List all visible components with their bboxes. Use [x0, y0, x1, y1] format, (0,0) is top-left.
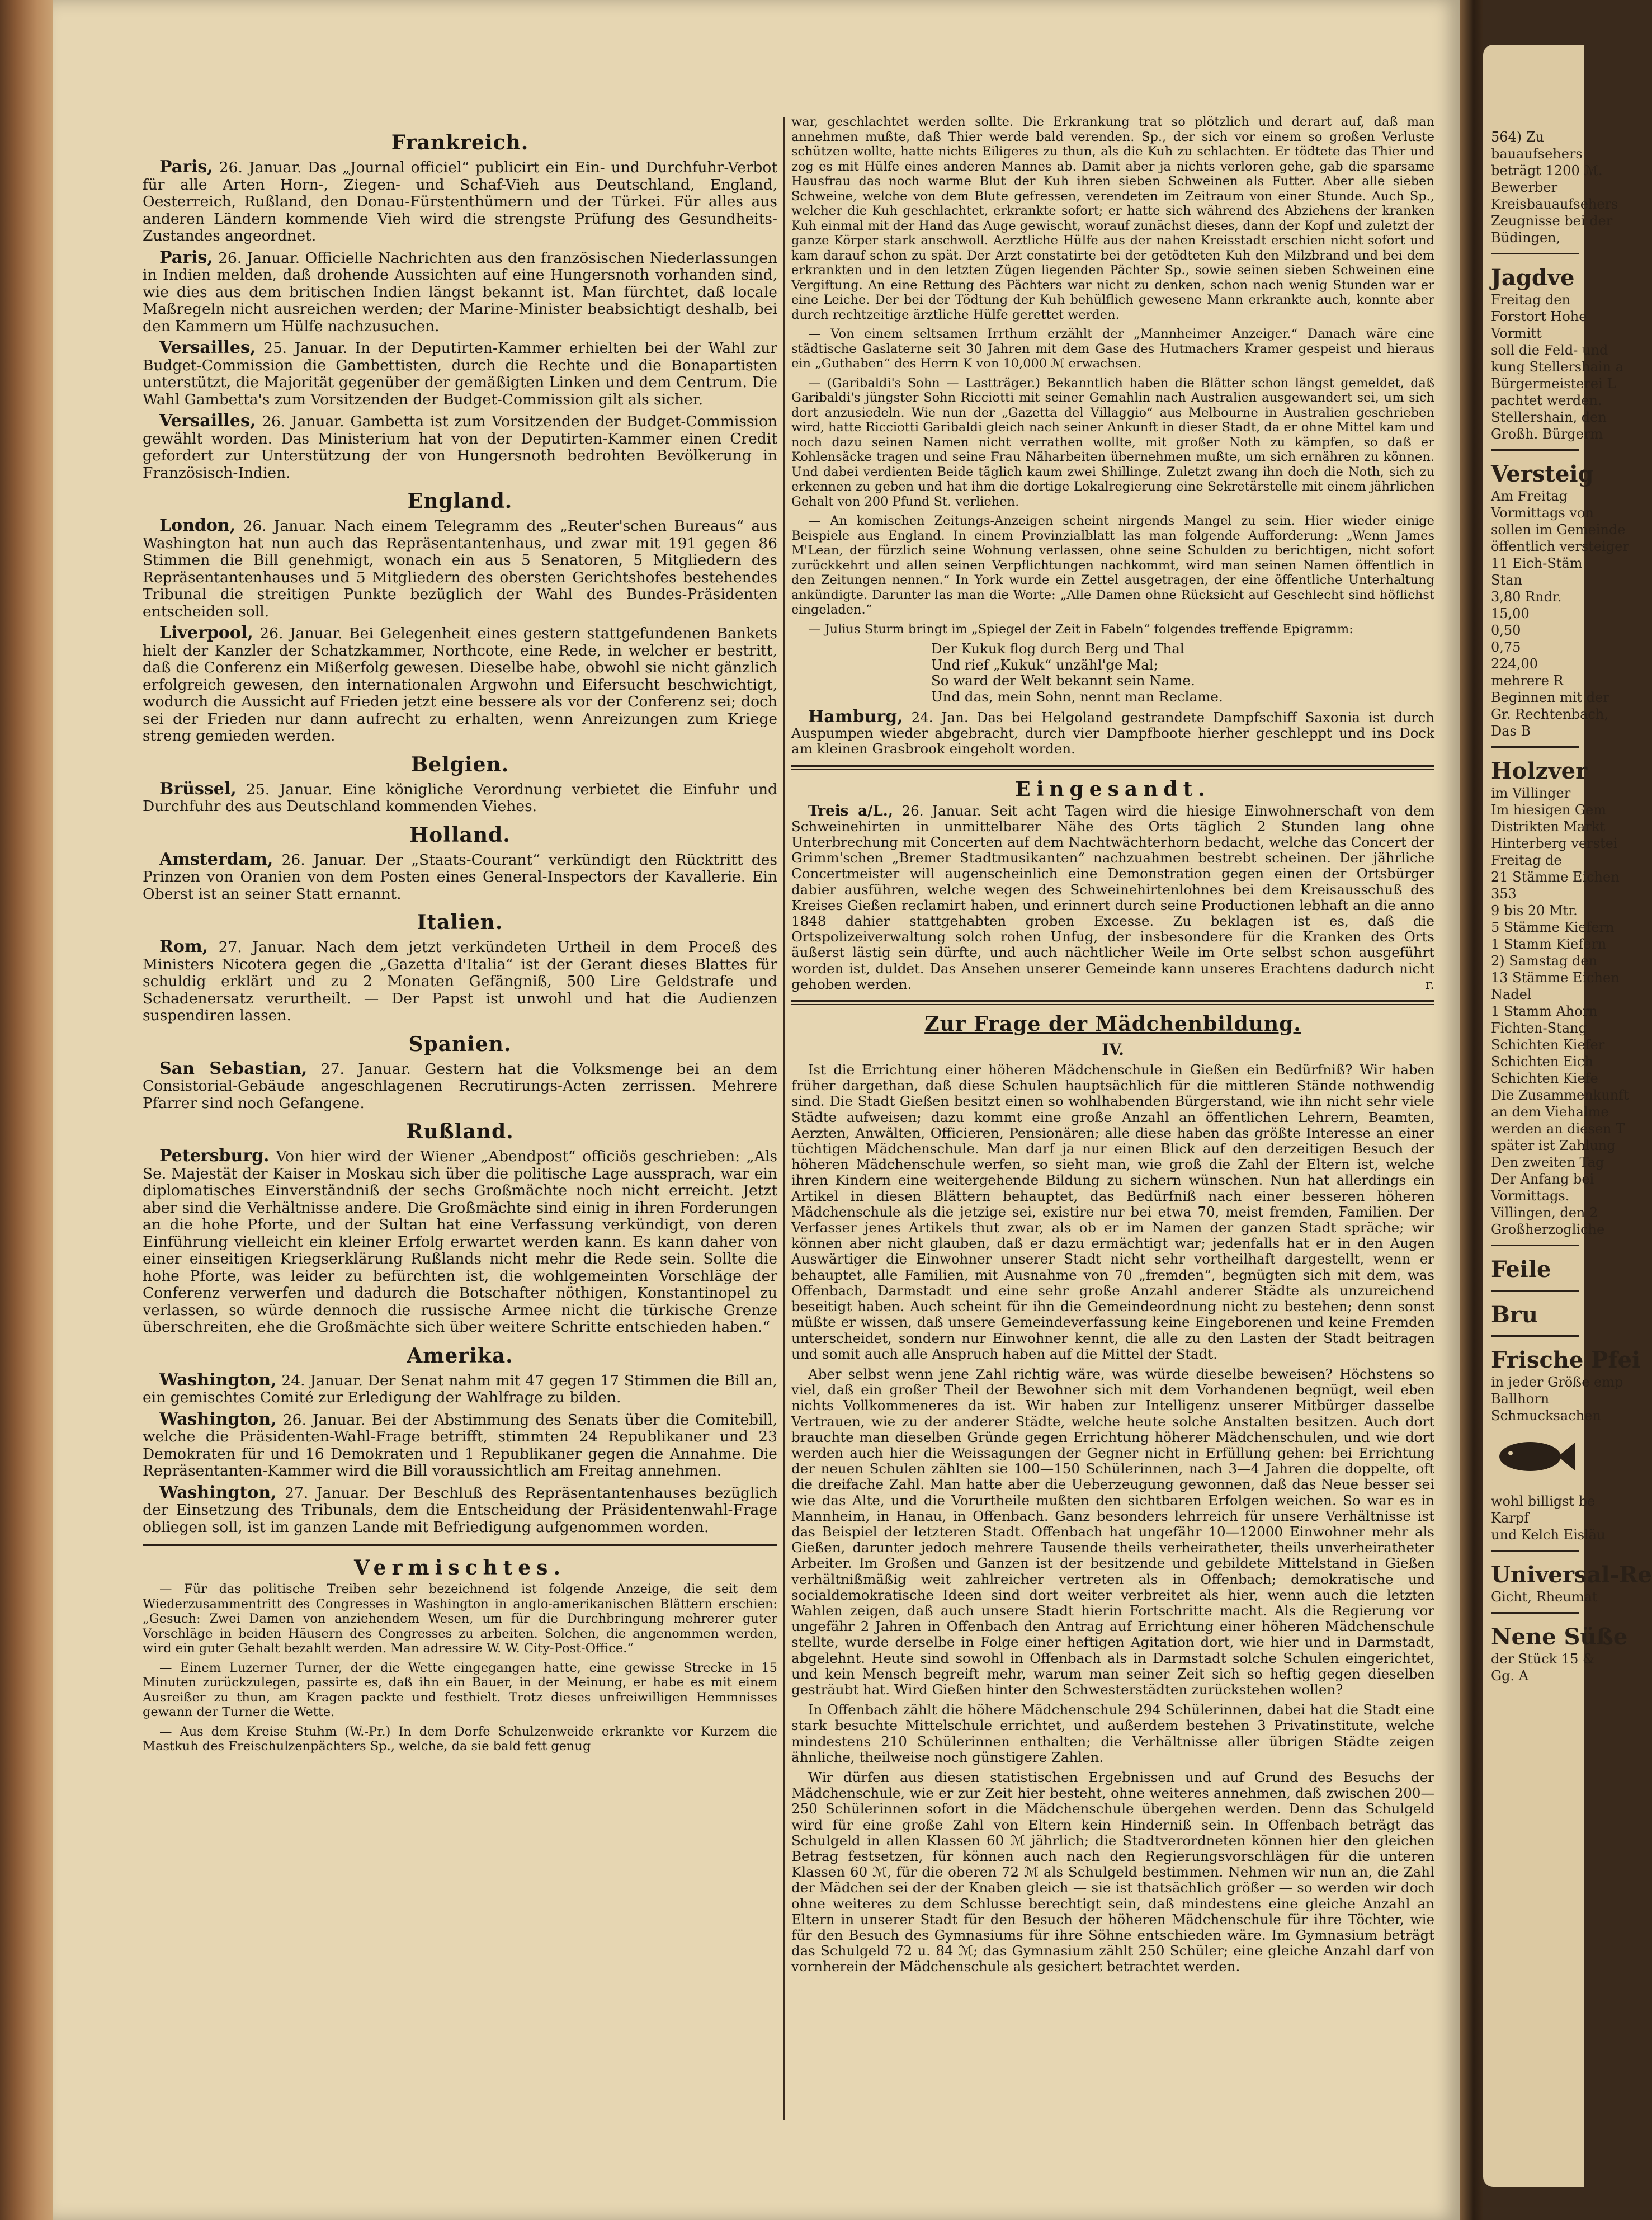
- left-column: [143, 123, 777, 1759]
- next-page-line: Freitag den: [1491, 292, 1570, 308]
- next-page-line: Büdingen,: [1491, 230, 1561, 246]
- misc-section: [143, 1582, 777, 1754]
- section-heading-america: Amerika.: [407, 1344, 513, 1368]
- dateline: Versailles,: [159, 338, 256, 357]
- next-page-line: Nene Süße: [1491, 1624, 1628, 1650]
- next-page-line: bauaufsehers: [1491, 146, 1583, 162]
- article-amsterdam: [143, 851, 777, 903]
- next-page-line: 9 bis 20 Mtr.: [1491, 903, 1578, 918]
- next-page-line: 3,80 Rndr.: [1491, 589, 1562, 605]
- next-page-line: Schichten Kiefer: [1491, 1037, 1605, 1053]
- next-page-line: 564) Zu: [1491, 129, 1544, 145]
- epigram-poem: [791, 641, 1434, 705]
- next-page-line: Holzver: [1491, 758, 1588, 784]
- section-heading-holland: Holland.: [409, 823, 511, 847]
- next-page-line: soll die Feld- und: [1491, 342, 1608, 358]
- poem-line: So ward der Welt bekannt sein Name.: [931, 672, 1195, 689]
- section-heading-france: Frankreich.: [391, 131, 529, 154]
- misc-item-2: — Einem Luzerner Turner, der die Wette eingegangen hatte, eine gewisse Strecke in 15 Minuten zurückzulegen, passirte es, daß ihn ein Bauer, in der Meinung, er habe es mit einem Ausreißer zu thun, am Kragen packte und festhielt. Trotz dieses unfreiwilligen Hemmnisses gewann der Turner die Wette.: [143, 1660, 777, 1719]
- next-page-line: 2) Samstag den: [1491, 953, 1598, 969]
- next-page-line: Der Anfang bei: [1491, 1171, 1594, 1187]
- next-page-rule: [1491, 253, 1579, 254]
- girls-para-1: Ist die Errichtung einer höheren Mädchenschule in Gießen ein Bedürfniß? Wir haben früher dargethan, daß diese Schulen hauptsächlich für die mittleren Stände nothwendig sind. Die Stadt Gießen besitzt einen so wohlhabenden Bürgerstand, wie ihn nicht sehr viele Städte aufweisen; dazu kommt eine große Anzahl an öffentlichen Lehrern, Beamten, Aerzten, Anwälten, Officieren, Pensionären; alle diese haben das größte Interesse an einer tüchtigen Mädchenschule. Man darf ja nur einen Blick auf den derzeitigen Besuch der höheren Mädchenschule werfen, so sieht man, wie groß die Zahl der Eltern ist, welche ihren Kindern eine weitergehende Bildung zu sichern wünschen. Nun hat allerdings ein Artikel in diesen Blättern behauptet, das Bedürfniß nach einer besseren höheren Mädchenschule als die jetzige sei, existire nur bei etwa 70, meist fremden, Familien. Der Verfasser jenes Artikels thut zwar, als ob er im Namen der ganzen Stadt spräche; wir können aber nicht glauben, daß er dazu ermächtigt war; jedenfalls hat er in den Augen Auswärtiger die Einwohner unserer Stadt nicht sehr vortheilhaft dargestellt, wenn er behauptet, alle Familien, mit Ausnahme von 70 „fremden“, begnügten sich mit dem, was Offenbach, Darmstadt und eine sehr große Anzahl anderer Städte als unzureichend beseitigt haben. Auch scheint für ihn die Gemeindeordnung nicht zu bestehen; denn sonst müßte er wissen, daß unsere Gemeindeverfassung keine Eingeborenen und keine Fremden unterscheidet, sondern nur Einwohner kennt, die alle zu den Lasten der Stadt beitragen und somit auch alle Anspruch haben auf die Mittel der Stadt.: [791, 1062, 1434, 1362]
- section-rule: [791, 1000, 1434, 1005]
- section-heading-england: England.: [407, 489, 513, 513]
- next-page-line: Großh. Bürgerm: [1491, 426, 1603, 442]
- next-page-rule: [1491, 1612, 1579, 1614]
- next-page-line: Schichten Eich: [1491, 1054, 1593, 1069]
- article-rome: [143, 939, 777, 1025]
- next-page-rule: [1491, 1290, 1579, 1292]
- next-page-line: Bewerber: [1491, 180, 1558, 195]
- next-page-line: Stan: [1491, 572, 1522, 588]
- dateline: Paris,: [159, 157, 213, 177]
- girls-para-2: Aber selbst wenn jene Zahl richtig wäre, was würde dieselbe beweisen? Höchstens so viel, daß ein großer Theil der Bewohner sich mit dem Vorhandenen begnügt, weil eben nichts Vollkommeneres da ist. Wir haben zur Intelligenz unserer Mitbürger dasselbe Vertrauen, wie zu der anderer Städte, welche heute solche Anstalten besitzen. Auch dort brauchte man dieselben Gründe gegen Errichtung höherer Mädchenschulen, und wie dort werden auch hier die Weissagungen der Gegner nicht in Erfüllung gehen: bei Errichtung der neuen Schulen zählten sie 100—150 Schülerinnen, nach 3—4 Jahren die doppelte, oft die dreifache Zahl. Man hatte aber die Ueberzeugung gewonnen, daß das Neue besser sei wie das Alte, und die Vorurtheile mußten den sichtbaren Erfolgen weichen. So war es in Mannheim, in Hanau, in Offenbach. Ganz besonders lehrreich für unsere Verhältnisse ist das Beispiel der letzteren Stadt. Offenbach hat ungefähr 10—12000 Einwohner mehr als Gießen, darunter jedoch mehrere Tausende theils verheiratheter, theils unverheiratheter Arbeiter. Im Großen und Ganzen ist der besitzende und gebildete Mittelstand in Gießen verhältnißmäßig weit zahlreicher vertreten als in Offenbach; demokratische und socialdemokratische Ideen sind dort weiter verbreitet als hier, wenn auch die letzten Wahlen zeigen, daß auch unsere Stadt hierin Fortschritte macht. Als die Regierung vor ungefähr 2 Jahren in Offenbach den Antrag auf Errichtung einer höheren Mädchenschule stellte, wurde derselbe in Folge einer heftigen Agitation dort, wie hier und in Darmstadt, abgelehnt. Heute sind sowohl in Offenbach als in Darmstadt solche Schulen eingerichtet, und kein Mensch begreift mehr, warum man seiner Zeit sich so heftig gegen dieselben gesträubt hat. Wird Gießen hinter den Schwesterstädten zurückstehen wollen?: [791, 1365, 1434, 1698]
- next-page-line: 0,50: [1491, 623, 1521, 638]
- next-page-line: Villingen, den 2: [1491, 1205, 1598, 1220]
- girls-para-3: In Offenbach zählt die höhere Mädchenschule 294 Schülerinnen, dabei hat die Stadt eine stark besuchte Mittelschule errichtet, und außerdem bestehen 3 Privatinstitute, welche mindestens 210 Schülerinnen enthalten; die Verhältnisse aller übrigen Städte zeigen ähnliche, theilweise noch günstigere Zahlen.: [791, 1701, 1434, 1765]
- article-text: 25. Januar. In der Deputirten-Kammer erhielten bei der Wahl zur Budget-Commission die Gambettisten, durch die Rechte und die Bonapartisten unterstützt, die Majorität gegenüber der gemäßigten Linken und dem Centrum. Die Wahl Gambetta's zum Vorsitzenden der Budget-Commission gilt als sicher.: [143, 340, 777, 408]
- misc-cont-2: — Von einem seltsamen Irrthum erzählt der „Mannheimer Anzeiger.“ Danach wäre eine städtische Gaslaterne seit 30 Jahren mit dem Gase des Hutmachers Kramer gespeist und hieraus ein „Guthaben“ des Herrn K von 10,000 ℳ erwachsen.: [791, 327, 1434, 371]
- article-text: 25. Januar. Eine königliche Verordnung verbietet die Einfuhr und Durchfuhr des aus Deutschland kommenden Viehes.: [143, 780, 777, 815]
- next-page-line: Vormittags von: [1491, 505, 1594, 521]
- article-washington-3: [143, 1484, 777, 1536]
- section-heading-italy: Italien.: [417, 911, 503, 934]
- dateline: London,: [159, 516, 236, 535]
- article-text: 26. Januar. Gambetta ist zum Vorsitzenden der Budget-Commission gewählt worden. Das Ministerium hat von der Deputirten-Kammer einen Credit gefordert zur Unterstützung der von Hungersnoth bedrohten Bevölkerung in Französisch-Indien.: [143, 413, 777, 482]
- fish-illustration: [1491, 1434, 1575, 1479]
- next-page-line: Kreisbauaufsehers: [1491, 196, 1618, 212]
- poem-line: Der Kukuk flog durch Berg und Thal: [931, 640, 1184, 657]
- next-page-line: Beginnen mit der: [1491, 690, 1609, 705]
- section-heading-spain: Spanien.: [408, 1032, 512, 1056]
- misc-cont-5: — Julius Sturm bringt im „Spiegel der Zeit in Fabeln“ folgendes treffende Epigramm:: [808, 621, 1353, 637]
- next-page-line: 1 Stamm Kiefern: [1491, 936, 1607, 952]
- article-versailles-1: [143, 340, 777, 408]
- article-paris-2: [143, 249, 777, 336]
- dateline: Versailles,: [159, 411, 256, 431]
- section-heading-belgium: Belgien.: [410, 752, 509, 776]
- article-san-sebastian: [143, 1060, 777, 1113]
- article-hamburg: [791, 709, 1434, 757]
- next-page-line: Gicht, Rheumat: [1491, 1589, 1598, 1605]
- next-page-line: Stellershain, den: [1491, 409, 1607, 425]
- article-text: 26. Januar. Nach einem Telegramm des „Reuter'schen Bureaus“ aus Washington hat nun auch das Repräsentantenhaus, und zwar mit 191 gegen 86 Stimmen die Bill genehmigt, wonach ein aus 5 Senatoren, 5 Mitgliedern des Repräsentantenhauses und 5 Mitgliedern des obersten Gerichtshofes bestehendes Tribunal die streitigen Punkte bezüglich der Wahl des Bundes-Präsidenten entscheiden soll.: [143, 517, 777, 620]
- next-page-line: sollen im Gemeinde: [1491, 522, 1626, 538]
- next-page-line: 21 Stämme Eichen: [1491, 869, 1620, 885]
- article-text: Von hier wird der Wiener „Abendpost“ officiös geschrieben: „Als Se. Majestät der Kaiser in Moskau sich über die politische Lage aussprach, war ein diplomatisches Einverständniß der sechs Großmächte noch nicht erreicht. Jetzt aber sind die Verhältnisse andere. Die Großmächte sind einig in ihren Forderungen an die hohe Pforte, und der Sultan hat eine Verfassung verkündigt, von deren Einführung vielleicht ein kleiner Erfolg erwartet werden kann. Es kann daher von einer einseitigen Kriegserklärung Rußlands nicht mehr die Rede sein. Sollte die hohe Pforte, was leider zu befürchten ist, die wohlgemeinten Vorschläge der Conferenz verwerfen und dadurch die Botschafter nöthigen, Konstantinopel zu verlassen, so würde dennoch die russische Armee nicht die türkische Grenze überschreiten, ehe die Großmächte sich über weitere Schritte entschieden haben.“: [143, 1148, 777, 1336]
- misc-cont-3: — (Garibaldi's Sohn — Lastträger.) Bekanntlich haben die Blätter schon längst gemeldet, daß Garibaldi's jüngster Sohn Ricciotti mit seiner Gemahlin nach Australien ausgewandert sei, um sich dort anzusiedeln. Wie nun der „Gazetta del Villaggio“ aus Melbourne in Australien geschrieben wird, hatte Ricciotti Garibaldi gleich nach seiner Ankunft in dieser Stadt, da er ohne Mittel kam und noch dazu seinen Namen nicht verrathen wollte, mit großer Noth zu kämpfen, so daß er Kohlensäcke tragen und seine Frau Näharbeiten übernehmen mußte, um sich ernähren zu können. Und dabei verdienten Beide täglich kaum zwei Shillinge. Zuletzt zwang ihn doch die Noth, sich zu erkennen zu geben und hat ihm die dortige Lokalregierung eine Sekretärstelle mit einem jährlichen Gehalt von 200 Pfund St. verliehen.: [791, 375, 1434, 509]
- article-text: 27. Januar. Gestern hat die Volksmenge bei an dem Consistorial-Gebäude angeschlagenen Recrutirungs-Acten zerrissen. Mehrere Pfarrer sind noch Gefangene.: [143, 1060, 777, 1112]
- dateline: Amsterdam,: [159, 849, 273, 869]
- next-page-line: Ballhorn: [1491, 1391, 1550, 1407]
- next-page-line: Die Zusammenkunft: [1491, 1087, 1629, 1103]
- article-text: 26. Januar. Der „Staats-Courant“ verkündigt den Rücktritt des Prinzen von Oranien von dem Posten eines General-Inspectors der Kavallerie. Ein Oberst ist an seiner Statt ernannt.: [143, 851, 777, 903]
- book-gutter: [1460, 0, 1483, 2220]
- next-page-line: 15,00: [1491, 606, 1530, 621]
- next-page-line: Schmucksachen: [1491, 1408, 1601, 1424]
- next-page-line: Vormitt: [1491, 326, 1542, 341]
- article-text: 26. Januar. Das „Journal officiel“ publicirt ein Ein- und Durchfuhr-Verbot für alle Arten Horn-, Ziegen- und Schaf-Vieh aus Deutschland, England, Oesterreich, Rußland, den Donau-Fürstenthümern und der Türkei. Für alles aus anderen Ländern kommende Vieh wird die strengste Prüfung des Gesundheits-Zustandes angeordnet.: [143, 159, 777, 244]
- next-page-line: 0,75: [1491, 639, 1521, 655]
- next-page-line: Nadel: [1491, 987, 1532, 1002]
- section-rule: [143, 1544, 777, 1548]
- next-page-rule: [1491, 1245, 1579, 1246]
- next-page-line: wohl billigst be: [1491, 1493, 1596, 1509]
- next-page-line: Den zweiten Tag: [1491, 1154, 1604, 1170]
- signature: r.: [1425, 975, 1434, 992]
- article-text: 26. Januar. Bei Gelegenheit eines gestern stattgefundenen Bankets hielt der Kanzler der Schatzkammer, Northcote, eine Rede, in welcher er bestritt, daß die Conferenz ein Mißerfolg gewesen. Dieselbe habe, obwohl sie nicht gänzlich erfolgreich gewesen, den internationalen Argwohn und Eifersucht beschwichtigt, wodurch die Aussicht auf Frieden jetzt eine bessere als vor der Conferenz sei; doch sei der Frieden nur dann aufrecht zu erhalten, wenn Anreizungen zum Kriege streng gemieden werden.: [143, 625, 777, 744]
- next-page-line: Großherzogliche: [1491, 1222, 1605, 1237]
- article-text: 26. Januar. Bei der Abstimmung des Senats über die Comitebill, welche die Präsidenten-Wahl-Frage betrifft, stimmten 24 Republikaner und 23 Demokraten für und 16 Demokraten und 1 Republikaner gegen die Annahme. Die Repräsentanten-Kammer wird die Bill voraussichtlich am Freitag annehmen.: [143, 1411, 777, 1479]
- next-page-line: Gg. A: [1491, 1668, 1529, 1684]
- next-page-rule: [1491, 746, 1579, 748]
- next-page-line: Fichten-Stang: [1491, 1020, 1587, 1036]
- dateline: Washington,: [159, 1370, 277, 1390]
- next-page-line: Feile: [1491, 1256, 1551, 1283]
- next-page-line: 13 Stämme Eichen: [1491, 970, 1620, 986]
- section-rule: [791, 765, 1434, 770]
- next-page-line: 5 Stämme Kiefern: [1491, 920, 1615, 935]
- dateline: Rom,: [159, 937, 209, 956]
- next-page-line: Am Freitag: [1491, 488, 1568, 504]
- dateline: Washington,: [159, 1409, 277, 1429]
- article-text: 27. Januar. Der Beschluß des Repräsentantenhauses bezüglich der Einsetzung des Tribunals, dem die Entscheidung der Präsidentenwahl-Frage obliegen soll, ist im ganzen Lande mit Befriedigung aufgenommen worden.: [143, 1484, 777, 1536]
- misc-item-3: — Aus dem Kreise Stuhm (W.-Pr.) In dem Dorfe Schulzenweide erkrankte vor Kurzem die Mastkuh des Freischulzenpächters Sp., welche, da sie bald fett genug: [143, 1724, 777, 1754]
- next-page-rule: [1491, 449, 1579, 451]
- next-page-line: Forstort Hohe: [1491, 309, 1587, 324]
- article-text: 26. Januar. Officielle Nachrichten aus den französischen Niederlassungen in Indien melden, daß drohende Aussichten auf eine Hungersnoth vorhanden sind, wie dies aus dem britischen Indien längst bekannt ist. Man fürchtet, daß locale Maßregeln nicht ausreichen werden; der Marine-Minister beabsichtigt deshalb, bei den Kammern um Hülfe nachzusuchen.: [143, 249, 777, 335]
- next-page-line: 224,00: [1491, 656, 1538, 672]
- dateline: Petersburg.: [159, 1146, 270, 1166]
- next-page-line: Frische Pfei: [1491, 1347, 1641, 1373]
- article-brussels: [143, 781, 777, 816]
- part-number: IV.: [1102, 1040, 1124, 1059]
- next-page-line: kung Stellershain a: [1491, 359, 1623, 375]
- article-text: 24. Jan. Das bei Helgoland gestrandete Dampfschiff Saxonia ist durch Auspumpen wieder abgebracht, durch vier Dampfboote hierher geschleppt und ins Dock am kleinen Grasbrook eingeholt worden.: [791, 709, 1434, 757]
- article-versailles-2: [143, 413, 777, 482]
- misc-cont-4: — An komischen Zeitungs-Anzeigen scheint nirgends Mangel zu sein. Hier wieder einige Beispiele aus England. In einem Provinzialblatt las man folgende Aufforderung: „Wenn James M'Lean, der fürzlich seine Wohnung verlassen, ohne seine Schulden zu berichtigen, nicht sofort zurückkehrt und allen seinen Verpflichtungen nachkommt, wird man seinen Namen öffentlich in den Zeitungen nennen.“ In York wurde ein Zettel ausgetragen, der eine öffentliche Unterhaltung ankündigte. Darunter las man die Worte: „Alle Damen ohne Rücksicht auf Geschlecht sind höflichst eingeladen.“: [791, 513, 1434, 617]
- next-page-line: Distrikten Markt: [1491, 819, 1606, 835]
- book-spine: [0, 0, 53, 2220]
- next-page-line: Vormittags.: [1491, 1188, 1570, 1204]
- article-paris-1: [143, 159, 777, 245]
- next-page-line: an dem Viehalme: [1491, 1104, 1609, 1120]
- next-page-line: Schichten Kiefe: [1491, 1071, 1598, 1086]
- next-page-line: Universal-Re: [1491, 1562, 1652, 1588]
- misc-continued: [791, 115, 1434, 637]
- next-page-line: beträgt 1200 ℳ.: [1491, 163, 1603, 178]
- next-page-line: Gr. Rechtenbach,: [1491, 706, 1608, 722]
- dateline: San Sebastian,: [159, 1058, 308, 1078]
- column-divider: [783, 117, 785, 2120]
- next-page-line: Zeugnisse bei der: [1491, 213, 1613, 229]
- section-heading-eingesandt: Eingesandt.: [1015, 777, 1211, 801]
- next-page-line: Bru: [1491, 1302, 1538, 1328]
- girls-para-4: Wir dürfen aus diesen statistischen Ergebnissen und auf Grund des Besuchs der Mädchenschule, wie er zur Zeit hier besteht, ohne weiteres annehmen, daß zwischen 200—250 Schülerinnen sofort in die Mädchenschule übergehen werden. Denn das Schulgeld wird für eine große Zahl von Eltern kein Hinderniß sein. In Offenbach beträgt das Schulgeld in allen Klassen 60 ℳ jährlich; die Stadtverordneten können hier den gleichen Betrag festsetzen, für können auch nach den Regierungsvorschlägen für die unteren Klassen 60 ℳ, für die oberen 72 ℳ als Schulgeld bestimmen. Nehmen wir nun an, die Zahl der Mädchen sei der der Knaben gleich — sie ist thatsächlich größer — so werden wir doch ohne weiteres zu dem Schlusse berechtigt sein, daß mindestens eine gleiche Anzahl an Eltern in unserer Stadt für den Besuch der höheren Mädchenschule für ihre Töchter, wie für den Besuch des Gymnasiums für ihre Söhne entschieden wäre. Im Gymnasium beträgt das Schulgeld 72 u. 84 ℳ; das Gymnasium zählt 250 Schüler; eine gleiche Anzahl darf von vornherein der Mädchenschule als gesichert betrachtet werden.: [791, 1769, 1434, 1975]
- next-page-line: mehrere R: [1491, 673, 1564, 689]
- next-page-line: Freitag de: [1491, 852, 1562, 868]
- next-page-rule: [1491, 1335, 1579, 1337]
- next-page-text: [1483, 45, 1652, 1684]
- article-washington-2: [143, 1411, 777, 1480]
- article-petersburg: [143, 1148, 777, 1336]
- next-page-line: 1 Stamm Ahorn: [1491, 1003, 1598, 1019]
- article-text: 24. Januar. Der Senat nahm mit 47 gegen 17 Stimmen die Bill an, ein gemischtes Comité zur Erledigung der Wahlfrage zu bilden.: [143, 1371, 777, 1406]
- article-text: 27. Januar. Nach dem jetzt verkündeten Urtheil in dem Proceß des Ministers Nicotera gegen die „Gazetta d'Italia“ ist der Gerant dieses Blattes für schuldig erklärt und zu 2 Monaten Gefängniß, 500 Lire Geldstrafe und Schadenersatz verurtheilt. — Der Papst ist unwohl und hat die Audienzen suspendiren lassen.: [143, 939, 777, 1024]
- next-page-line: 353: [1491, 886, 1517, 902]
- next-page-line: 11 Eich-Stäm: [1491, 555, 1583, 571]
- article-london: [143, 517, 777, 620]
- poem-line: Und das, mein Sohn, nennt man Reclame.: [931, 688, 1223, 705]
- next-page-line: Jagdve: [1491, 265, 1575, 291]
- article-washington-1: [143, 1372, 777, 1407]
- dateline: Treis a/L.,: [808, 802, 893, 819]
- next-page-line: der Stück 15 &: [1491, 1651, 1595, 1667]
- right-column: [791, 115, 1434, 1979]
- next-page-line: Versteig: [1491, 461, 1594, 487]
- next-page-line: Im hiesigen Gem: [1491, 802, 1606, 818]
- misc-cont-1: war, geschlachtet werden sollte. Die Erkrankung trat so plötzlich und derart auf, daß man annehmen mußte, daß Thier werde bald verenden. Sp., der sich vor einem so großen Verluste schützen wollte, hatte nichts Eiligeres zu thun, als die Kuh zu schlachten. Er tödtete das Thier und zog es mit Hülfe eines anderen Mannes ab. Damit aber ja nichts verloren gehe, gab die sparsame Hausfrau das noch warme Blut der Kuh ihren sieben Schweinen als Futter. Aber alle sieben Schweine, welche von dem Blute gefressen, verendeten im Zeitraum von einer Stunde. Auch Sp., welcher die Kuh geschlachtet, erkrankte sofort; er hatte sich während des Abziehens der kranken Kuh einmal mit der Hand das Auge gewischt, worauf zunächst dieses, dann der Kopf und zuletzt der ganze Körper stark anschwoll. Aerztliche Hülfe aus der nahen Kreisstadt erschien nicht sofort und kam darauf schon zu spät. Der Arzt constatirte bei der getödteten Kuh den Milzbrand und bei dem erkrankten und in den letzten Zügen liegenden Pächter Sp., sowie seinen sieben Schweinen eine Vergiftung. An eine Rettung des Pächters war nicht zu denken, schon nach wenig Stunden war er eine Leiche. Der bei der Tödtung der Kuh behülflich gewesene Mann erkrankte auch, konnte aber durch rechtzeitige ärztliche Hülfe gerettet werden.: [791, 115, 1434, 322]
- next-page-line: pachtet werden.: [1491, 393, 1602, 408]
- next-page-line: Bürgermeisterei L: [1491, 376, 1616, 392]
- next-page-line: werden an diesen T: [1491, 1121, 1625, 1137]
- next-page-rule: [1491, 1550, 1579, 1552]
- dateline: Washington,: [159, 1482, 277, 1502]
- next-page-line: öffentlich versteiger: [1491, 539, 1629, 554]
- dateline: Hamburg,: [808, 707, 903, 727]
- article-text: 26. Januar. Seit acht Tagen wird die hiesige Einwohnerschaft von dem Schweinehirten in unmittelbarer Nähe des Orts täglich 2 Stunden lang ohne Unterbrechung mit Concerten auf dem Nachtwächterhorn bedacht, welche das Concert der Grimm'schen „Bremer Stadtmusikanten“ nachzuahmen bestrebt scheinen. Der jährliche Concertmeister will augenscheinlich eine Demonstration gegen einen der Ortsbürger dabier ausführen, welche wegen des Schweinehirtenlohnes bei dem Kreisausschuß des Kreises Gießen reclamirt haben, und erinnert durch seine Productionen lebhaft an die anno 1848 dahier stattgehabten groben Excesse. Zu beklagen ist es, daß die Ortspolizeiverwaltung solch rohen Unfug, der insbesondere für die Kranken des Orts äußerst lästig sein dürfte, und auch nächtlicher Weile im Orte selbst schon ausgeführt worden ist, duldet. Das Ansehen unserer Gemeinde kann unseres Erachtens dadurch nicht gehoben werden.: [791, 802, 1434, 992]
- misc-item-1: — Für das politische Treiben sehr bezeichnend ist folgende Anzeige, die seit dem Wiederzusammentritt des Congresses in Washington in anglo-amerikanischen Blättern erschien: „Gesuch: Zwei Damen von anziehendem Wesen, um für die Durchbringung mehrerer guter Vorschläge in beiden Häusern des Congresses zu arbeiten. Solchen, die angenommen werden, wird ein guter Gehalt bezahlt werden. Man adressire W. W. City-Post-Office.“: [143, 1582, 777, 1656]
- dateline: Brüssel,: [159, 779, 237, 799]
- next-page-line: im Villinger: [1491, 785, 1571, 801]
- section-heading-girls-education: Zur Frage der Mädchenbildung.: [924, 1012, 1301, 1036]
- next-page-line: Hinterberg verstei: [1491, 836, 1618, 851]
- next-page-line: Das B: [1491, 723, 1531, 739]
- next-page-edge: [1483, 45, 1652, 2187]
- dateline: Paris,: [159, 247, 213, 267]
- section-heading-russia: Rußland.: [406, 1120, 514, 1143]
- next-page-line: Karpf: [1491, 1510, 1529, 1526]
- section-heading-misc: Vermischtes.: [354, 1556, 566, 1580]
- article-liverpool: [143, 625, 777, 745]
- next-page-line: in jeder Größe emp: [1491, 1374, 1623, 1390]
- next-page-line: später ist Zahlung: [1491, 1138, 1616, 1153]
- dateline: Liverpool,: [159, 623, 253, 643]
- article-treis: [791, 803, 1434, 992]
- next-page-line: und Kelch Eisläu: [1491, 1527, 1606, 1543]
- poem-line: Und rief „Kukuk“ unzähl'ge Mal;: [931, 656, 1158, 673]
